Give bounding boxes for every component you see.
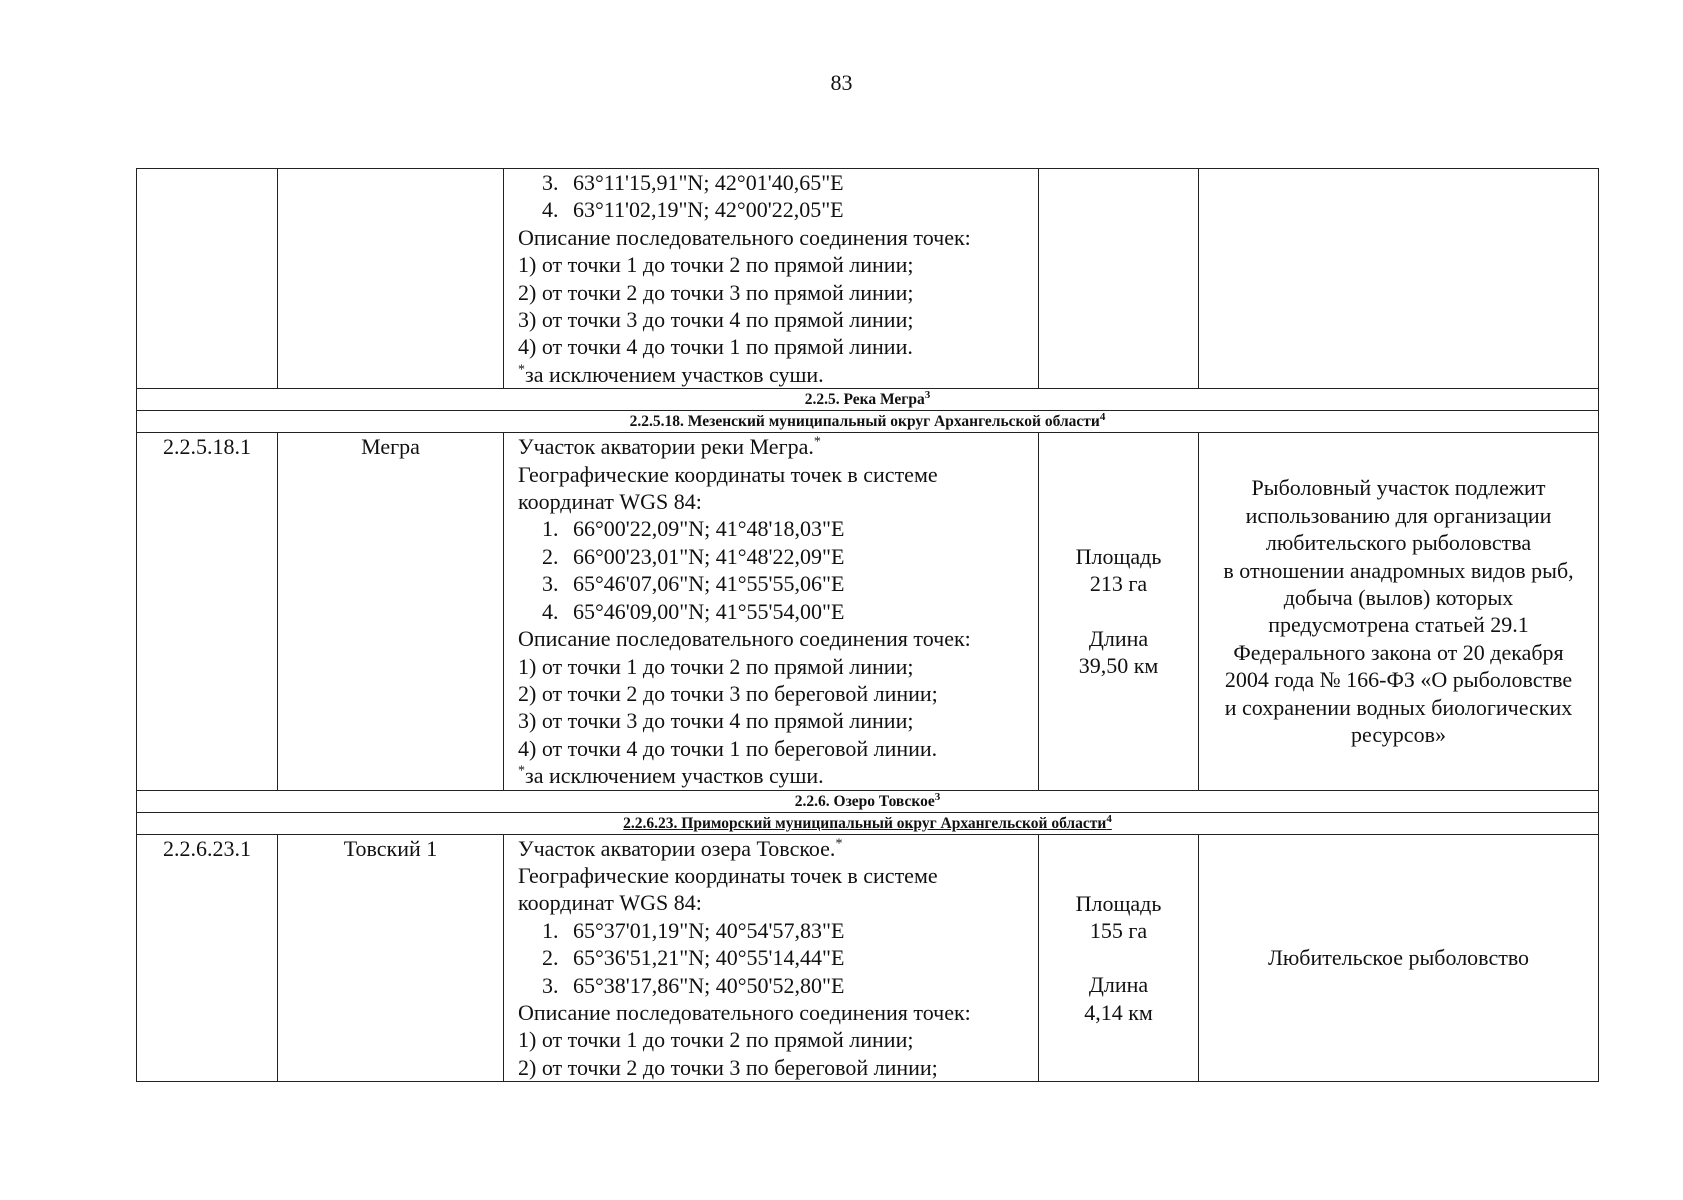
connection-description-title: Описание последовательного соединения точек:	[518, 626, 971, 652]
land-exclusion-note: *за исключением участков суши.	[518, 361, 824, 387]
connection-description-title: Описание последовательного соединения точек:	[518, 999, 971, 1025]
cell-purpose	[1199, 169, 1599, 389]
cell-purpose: Любительское рыболовство	[1199, 834, 1599, 1082]
purpose-line: 2004 года № 166-ФЗ «О рыболовстве	[1224, 667, 1573, 693]
coordinate-point: 3. 65°38'17,86"N; 40°50'52,80"E	[542, 972, 845, 998]
coordinate-point: 1. 65°37'01,19"N; 40°54'57,83"E	[542, 917, 845, 943]
connection-step: 2) от точки 2 до точки 3 по береговой линии;	[518, 1054, 938, 1080]
purpose-line: и сохранении водных биологических	[1224, 694, 1573, 720]
cell-area-length	[1039, 834, 1199, 1082]
purpose-line: любительского рыболовства	[1265, 530, 1532, 556]
subsection-title: 2.2.6.23. Приморский муниципальный округ Архангельской области	[623, 814, 1107, 832]
cell-id: 2.2.6.23.1	[137, 834, 278, 1082]
coordinate-point: 1. 66°00'22,09"N; 41°48'18,03"E	[542, 516, 845, 542]
page-number: 83	[830, 70, 853, 95]
area-label: Площадь	[1075, 544, 1162, 570]
footnote-ref: 3	[924, 389, 931, 402]
purpose-line: ресурсов»	[1351, 722, 1446, 748]
table-row	[137, 834, 1599, 1082]
cell-description	[504, 169, 1039, 389]
fishing-areas-table	[136, 168, 1599, 1082]
connection-step: 1) от точки 1 до точки 2 по прямой линии;	[518, 1027, 914, 1053]
connection-step: 4) от точки 4 до точки 1 по береговой линии.	[518, 735, 938, 761]
table-row-continuation	[137, 169, 1599, 389]
connection-step: 1) от точки 1 до точки 2 по прямой линии;	[518, 252, 914, 278]
coordinate-point: 2. 65°36'51,21"N; 40°55'14,44"E	[542, 945, 845, 971]
section-header	[137, 389, 1599, 411]
coordinate-system-line: Географические координаты точек в системе	[518, 461, 938, 487]
connection-step: 2) от точки 2 до точки 3 по прямой линии;	[518, 279, 914, 305]
length-value: 39,50 км	[1078, 653, 1159, 679]
coordinate-point: 2. 66°00'23,01"N; 41°48'22,09"E	[542, 543, 845, 569]
coordinate-system-line: Географические координаты точек в системе	[518, 862, 938, 888]
cell-area-length	[1039, 433, 1199, 790]
section-title: 2.2.6. Озеро Товское	[794, 792, 935, 810]
connection-step: 4) от точки 4 до точки 1 по прямой линии.	[518, 334, 913, 360]
area-intro: Участок акватории реки Мегра.*	[518, 434, 821, 460]
area-label: Площадь	[1075, 890, 1162, 916]
coordinate-system-line: координат WGS 84:	[518, 890, 702, 916]
table-row	[137, 433, 1599, 790]
connection-step: 1) от точки 1 до точки 2 по прямой линии;	[518, 653, 914, 679]
connection-step: 3) от точки 3 до точки 4 по прямой линии;	[518, 708, 914, 734]
subsection-header	[137, 812, 1599, 834]
cell-id: 2.2.5.18.1	[137, 433, 278, 790]
length-label: Длина	[1088, 972, 1149, 998]
subsection-title: 2.2.5.18. Мезенский муниципальный округ Архангельской области	[629, 413, 1100, 431]
section-title: 2.2.5. Река Мегра	[804, 391, 925, 409]
connection-step: 2) от точки 2 до точки 3 по береговой линии;	[518, 680, 938, 706]
purpose-line: Рыболовный участок подлежит	[1251, 475, 1546, 501]
coordinate-point: 4. 65°46'09,00"N; 41°55'54,00"E	[542, 598, 845, 624]
section-header	[137, 790, 1599, 812]
cell-id	[137, 169, 278, 389]
coordinate-point: 4. 63°11'02,19"N; 42°00'22,05"E	[542, 197, 844, 223]
connection-description-title: Описание последовательного соединения точек:	[518, 224, 971, 250]
area-value: 155 га	[1089, 917, 1148, 943]
purpose-line: использованию для организации	[1245, 502, 1552, 528]
cell-area-length	[1039, 169, 1199, 389]
area-intro: Участок акватории озера Товское.*	[518, 835, 843, 861]
footnote-ref: 4	[1099, 411, 1106, 424]
cell-name: Товский 1	[278, 834, 504, 1082]
cell-name: Мегра	[278, 433, 504, 790]
coordinate-point: 3. 65°46'07,06"N; 41°55'55,06"E	[542, 571, 845, 597]
footnote-ref: 3	[934, 790, 941, 803]
cell-description	[504, 834, 1039, 1082]
cell-description	[504, 433, 1039, 790]
land-exclusion-note: *за исключением участков суши.	[518, 763, 824, 789]
cell-purpose	[1199, 433, 1599, 790]
purpose-line: в отношении анадромных видов рыб,	[1223, 557, 1574, 583]
connection-step: 3) от точки 3 до точки 4 по прямой линии;	[518, 307, 914, 333]
purpose-line: добыча (вылов) которых	[1283, 584, 1514, 610]
purpose-line: предусмотрена статьей 29.1	[1268, 612, 1529, 638]
footnote-ref: 4	[1106, 812, 1112, 825]
length-value: 4,14 км	[1084, 999, 1153, 1025]
purpose-line: Федерального закона от 20 декабря	[1233, 639, 1564, 665]
length-label: Длина	[1088, 625, 1149, 651]
area-value: 213 га	[1089, 571, 1148, 597]
coordinate-system-line: координат WGS 84:	[518, 489, 702, 515]
cell-name	[278, 169, 504, 389]
coordinate-point: 3. 63°11'15,91"N; 42°01'40,65"E	[542, 170, 844, 195]
subsection-header	[137, 411, 1599, 433]
